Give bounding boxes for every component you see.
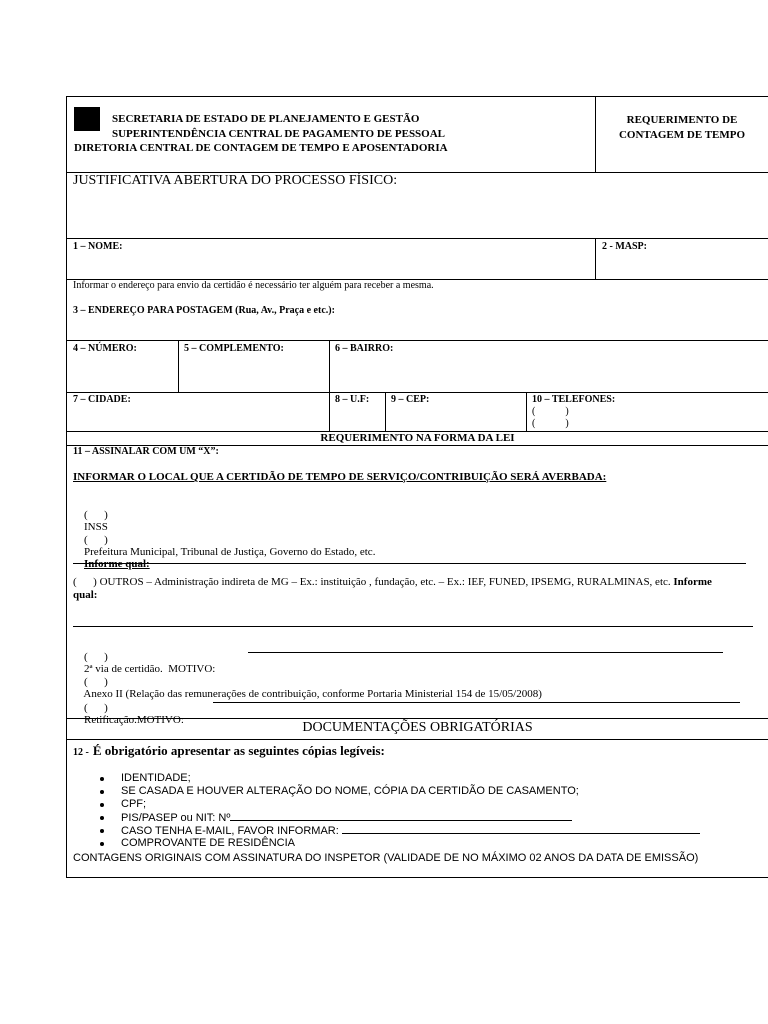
endereco-field[interactable]: [67, 319, 768, 339]
justificativa-field[interactable]: [67, 192, 768, 237]
uf-label: 8 – U.F:: [335, 394, 370, 405]
informe-qual-label: Informe qual:: [84, 558, 150, 570]
2via-motivo-line[interactable]: [248, 652, 723, 653]
list-item: CASO TENHA E-MAIL, FAVOR INFORMAR:: [73, 824, 763, 837]
checkbox-anexo[interactable]: ( ): [84, 676, 108, 688]
outros-fill-line[interactable]: [73, 626, 753, 627]
option-2via-label: 2ª via de certidão. MOTIVO:: [84, 663, 216, 675]
item-12-label: 12 -: [73, 747, 89, 758]
bullet-icon: [100, 790, 104, 794]
list-item: SE CASADA E HOUVER ALTERAÇÃO DO NOME, CÓPIA DA CERTIDÃO DE CASAMENTO;: [73, 785, 763, 798]
bullet-icon: [100, 842, 104, 846]
bairro-label: 6 – BAIRRO:: [335, 343, 394, 354]
informe-qual-outros-b: qual:: [73, 589, 98, 601]
masp-label: 2 - MASP:: [602, 241, 647, 252]
endereco-info: Informar o endereço para envio da certidão é necessário ter alguém para receber a mesma.: [73, 280, 434, 291]
cidade-field[interactable]: [67, 406, 328, 430]
prefeitura-fill-line[interactable]: [73, 563, 746, 564]
obrigatorio-label: É obrigatório apresentar as seguintes cópias legíveis:: [92, 743, 385, 758]
checkbox-inss[interactable]: ( ): [84, 509, 108, 521]
bairro-field[interactable]: [330, 355, 768, 391]
documents-list: [73, 772, 763, 850]
nome-label: 1 – NOME:: [73, 241, 123, 252]
retificacao-motivo-line[interactable]: [213, 702, 740, 703]
header-line-superintendencia: SUPERINTENDÊNCIA CENTRAL DE PAGAMENTO DE PESSOAL: [112, 128, 446, 140]
divider: [67, 238, 768, 239]
informe-qual-outros-a: Informe: [673, 576, 712, 588]
list-item: COMPROVANTE DE RESIDÊNCIA: [73, 837, 763, 850]
nome-field[interactable]: [67, 253, 595, 278]
divider: [67, 392, 768, 393]
option-prefeitura-label: Prefeitura Municipal, Tribunal de Justiça, Governo do Estado, etc.: [84, 546, 376, 558]
option-outros-label: OUTROS – Administração indireta de MG – Ex.: instituição , fundação, etc. – Ex.: IEF, FUNED, IPSEMG, RURALMINAS, etc.: [99, 576, 671, 588]
cep-label: 9 – CEP:: [391, 394, 430, 405]
list-item: PIS/PASEP ou NIT: Nº: [73, 811, 763, 824]
option-prefeitura[interactable]: [73, 522, 375, 582]
checkbox-prefeitura[interactable]: ( ): [84, 534, 108, 546]
bullet-icon: [100, 816, 104, 820]
option-outros[interactable]: [73, 576, 763, 602]
option-retificacao-label: Retificação.MOTIVO:: [84, 714, 184, 726]
telefones-label: 10 – TELEFONES:: [532, 394, 616, 405]
checkbox-2via[interactable]: ( ): [84, 651, 108, 663]
complemento-field[interactable]: [179, 355, 328, 391]
masp-field[interactable]: [596, 253, 768, 278]
numero-field[interactable]: [67, 355, 177, 391]
option-inss-label: INSS: [84, 521, 108, 533]
bullet-icon: [100, 777, 104, 781]
email-field[interactable]: [342, 824, 700, 834]
checkbox-retificacao[interactable]: ( ): [84, 702, 108, 714]
cidade-label: 7 – CIDADE:: [73, 394, 131, 405]
endereco-label: 3 – ENDEREÇO PARA POSTAGEM (Rua, Av., Praça e etc.):: [73, 305, 335, 316]
pis-field[interactable]: [230, 811, 572, 821]
telefone-1-field[interactable]: ( ): [532, 406, 569, 417]
obrigatorio-line: [73, 742, 385, 760]
list-item: IDENTIDADE;: [73, 772, 763, 785]
black-square-logo: [74, 107, 100, 131]
assinalar-label: 11 – ASSINALAR COM UM “X”:: [73, 446, 219, 457]
cep-field[interactable]: [386, 406, 525, 430]
list-item: CPF;: [73, 798, 763, 811]
documentacoes-title: DOCUMENTAÇÕES OBRIGATÓRIAS: [302, 720, 533, 735]
checkbox-outros[interactable]: ( ): [73, 576, 97, 588]
form-title: [595, 113, 768, 143]
divider: [67, 739, 768, 740]
form-title-line2: CONTAGEM DE TEMPO: [618, 129, 746, 141]
divider: [526, 392, 527, 431]
bullet-icon: [100, 803, 104, 807]
option-anexo-label: Anexo II (Relação das remunerações de contribuição, conforme Portaria Ministerial 154 de 15/05/2008): [83, 688, 542, 700]
form-title-line1: REQUERIMENTO DE: [626, 114, 738, 126]
divider: [67, 340, 768, 341]
divider: [67, 718, 768, 719]
contagem-form: [66, 96, 768, 878]
informar-local-label: INFORMAR O LOCAL QUE A CERTIDÃO DE TEMPO DE SERVIÇO/CONTRIBUIÇÃO SERÁ AVERBADA:: [73, 471, 607, 483]
contagens-note: CONTAGENS ORIGINAIS COM ASSINATURA DO INSPETOR (VALIDADE DE NO MÁXIMO 02 ANOS DA DATA DE EMISSÃO): [73, 852, 699, 864]
telefone-2-field[interactable]: ( ): [532, 418, 569, 429]
bullet-icon: [100, 829, 104, 833]
complemento-label: 5 – COMPLEMENTO:: [184, 343, 284, 354]
requerimento-title: REQUERIMENTO NA FORMA DA LEI: [320, 432, 515, 444]
numero-label: 4 – NÚMERO:: [73, 343, 137, 354]
justificativa-label: JUSTIFICATIVA ABERTURA DO PROCESSO FÍSICO:: [73, 173, 398, 188]
header-line-secretaria: SECRETARIA DE ESTADO DE PLANEJAMENTO E GESTÃO: [112, 113, 420, 125]
uf-field[interactable]: [330, 406, 384, 430]
header-line-diretoria: DIRETORIA CENTRAL DE CONTAGEM DE TEMPO E APOSENTADORIA: [74, 142, 448, 154]
